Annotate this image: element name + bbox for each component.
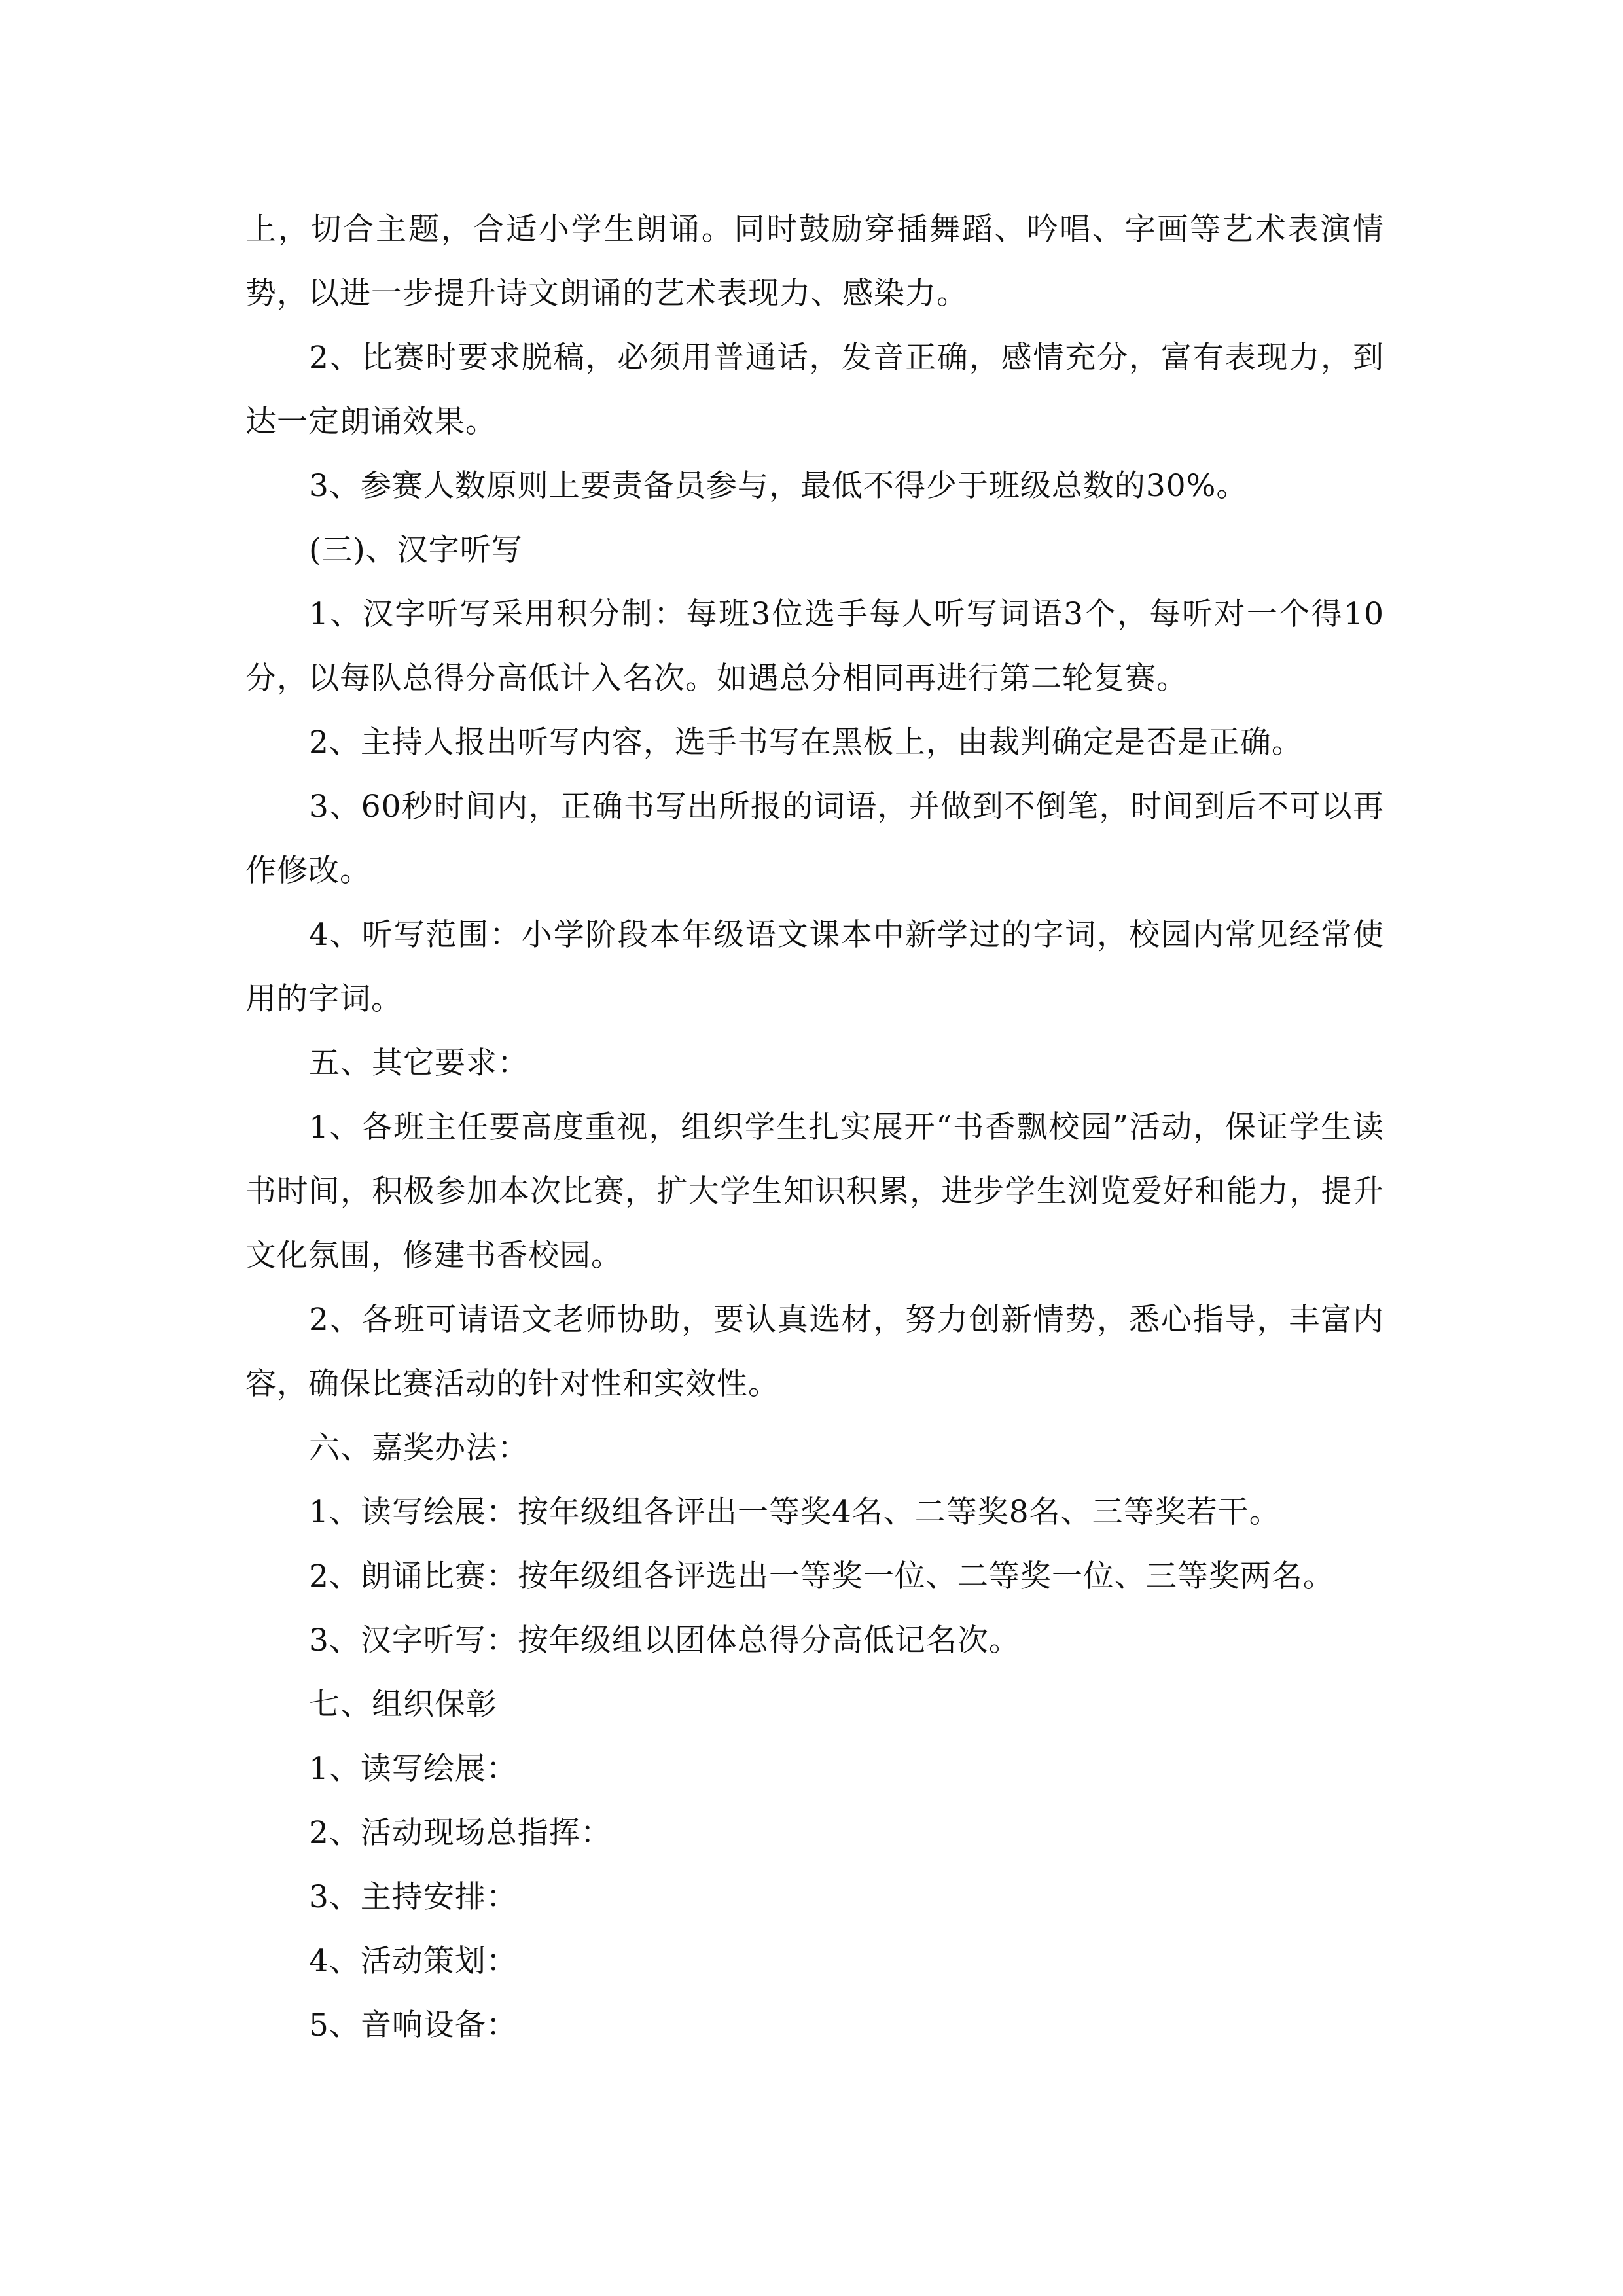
paragraph-18: 2、活动现场总指挥： [309,1815,612,1851]
section-heading-awards: 六、嘉奖办法： [309,1430,529,1466]
paragraph-7: 3、60秒时间内，正确书写出所报的词语，并做到不倒笔，时间到后不可以再作修改。 [245,789,1384,889]
paragraph-2: 2、比赛时要求脱稿，必须用普通话，发音正确，感情充分，富有表现力，到达一定朗诵效果。 [245,340,1384,440]
paragraph-17: 1、读写绘展： [309,1751,518,1787]
paragraph-19: 3、主持安排： [309,1879,518,1915]
section-heading-other-requirements: 五、其它要求： [309,1045,529,1081]
paragraph-13: 1、读写绘展：按年级组各评出一等奖4名、二等奖8名、三等奖若干。 [309,1494,1281,1530]
section-heading-organization: 七、组织保彰 [309,1687,497,1723]
paragraph-21: 5、音响设备： [309,2007,518,2043]
paragraph-15: 3、汉字听写：按年级组以团体总得分高低记名次。 [309,1623,1020,1659]
document-body [245,198,1384,2058]
paragraph-11: 2、各班可请语文老师协助，要认真选材，努力创新情势，悉心指导，丰富内容，确保比赛活动的针对性和实效性。 [245,1302,1384,1402]
paragraph-3: 3、参赛人数原则上要责备员参与，最低不得少于班级总数的30%。 [309,468,1248,504]
paragraph-20: 4、活动策划： [309,1943,518,1979]
paragraph-10: 1、各班主任要高度重视，组织学生扎实展开“书香飘校园”活动，保证学生读书时间，积极参加本次比赛，扩大学生知识积累，进步学生浏览爱好和能力，提升文化氛围，修建书香校园。 [245,1109,1384,1274]
paragraph-8: 4、听写范围：小学阶段本年级语文课本中新学过的字词，校园内常见经常使用的字词。 [245,917,1384,1017]
paragraph-14: 2、朗诵比赛：按年级组各评选出一等奖一位、二等奖一位、三等奖两名。 [309,1558,1334,1594]
paragraph-5: 1、汉字听写采用积分制：每班3位选手每人听写词语3个，每听对一个得10分，以每队总得分高低计入名次。如遇总分相同再进行第二轮复赛。 [245,596,1384,696]
paragraph-6: 2、主持人报出听写内容，选手书写在黑板上，由裁判确定是否是正确。 [309,725,1303,761]
section-heading-dictation: (三)、汉字听写 [309,532,523,568]
paragraph-1: 上，切合主题，合适小学生朗诵。同时鼓励穿插舞蹈、吟唱、字画等艺术表演情势，以进一步提升诗文朗诵的艺术表现力、感染力。 [245,211,1384,312]
